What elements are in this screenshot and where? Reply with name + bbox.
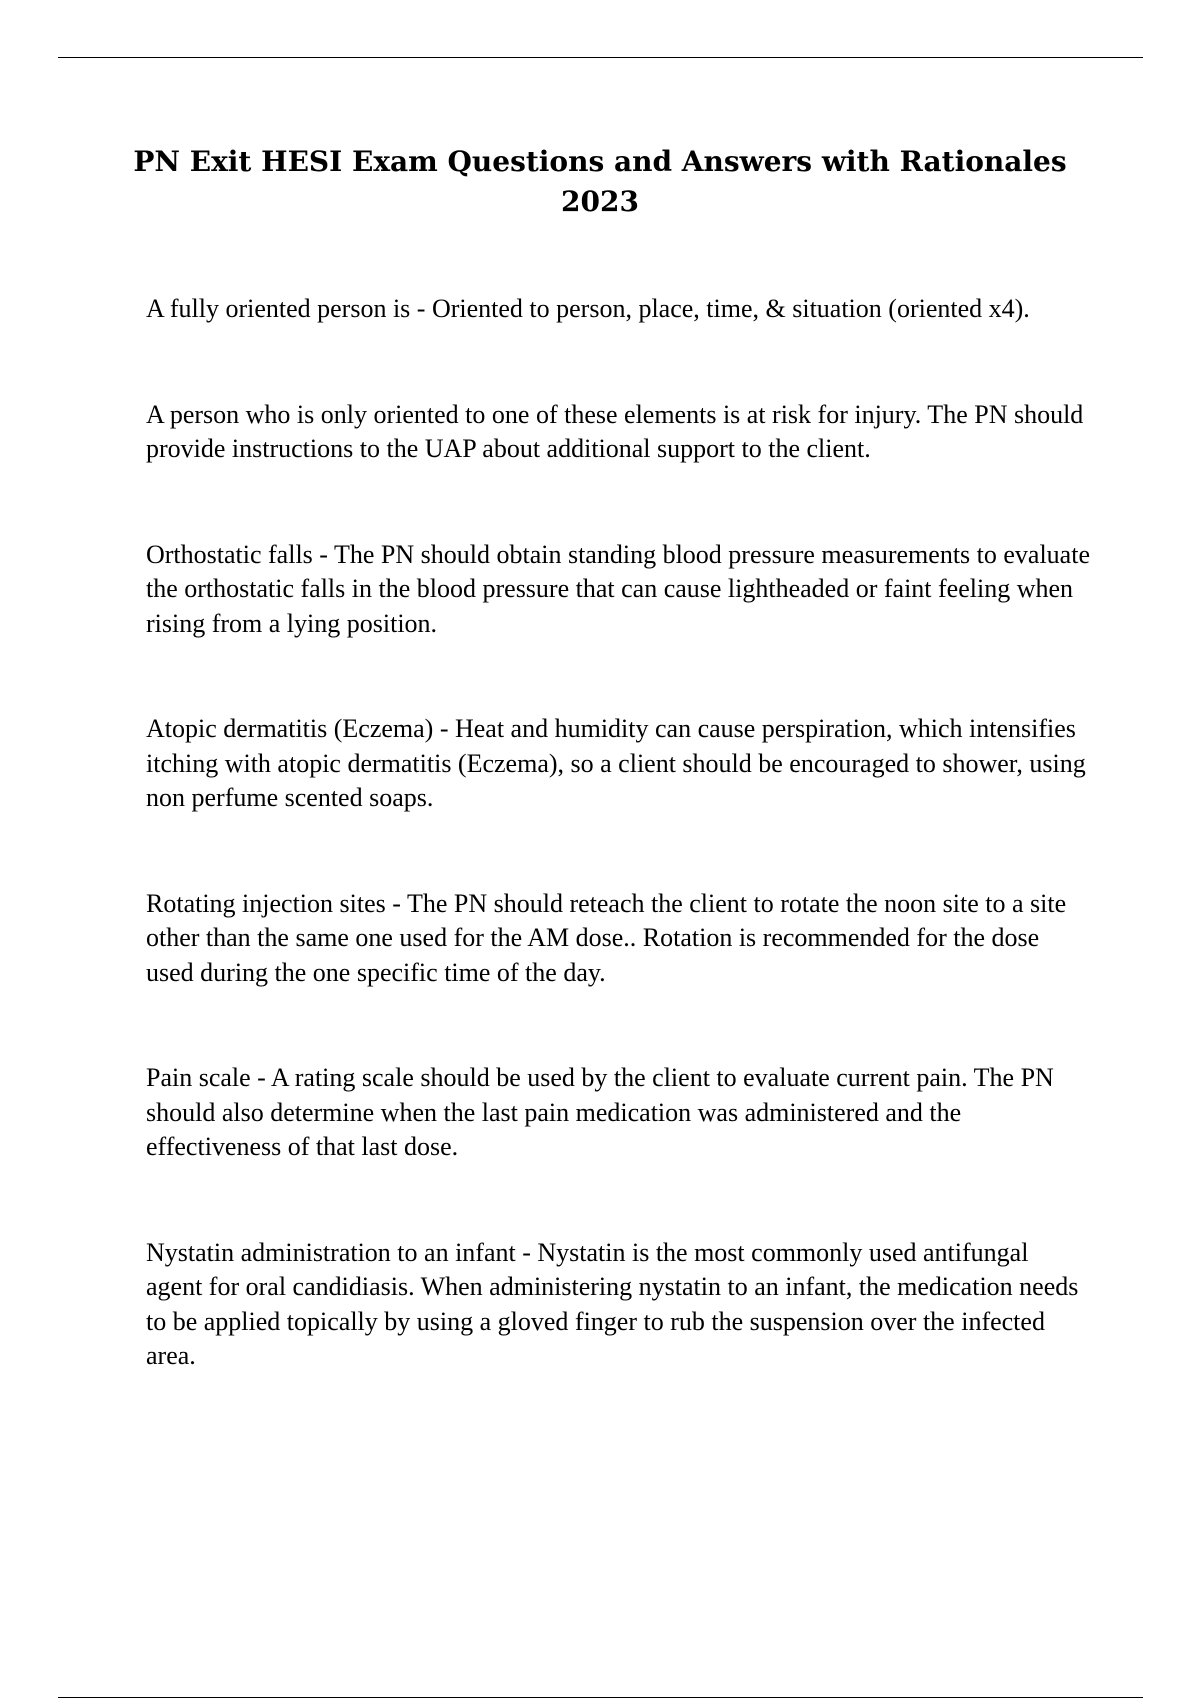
top-rule <box>58 57 1143 58</box>
entry-oriented-person: A fully oriented person is - Oriented to person, place, time, & situation (oriented x4). <box>146 294 1030 323</box>
entry-rotating-injection-sites: Rotating injection sites - The PN should reteach the client to rotate the noon site to a site other than the same one used for the AM dose.. Rotation is recommended for the dose used during the one specific time of the day. <box>146 888 1067 987</box>
entries-list <box>146 292 1091 1445</box>
entry-pain-scale: Pain scale - A rating scale should be used by the client to evaluate current pain. The PN should also determine when the last pain medication was administered and the effectiveness of that last dose. <box>146 1063 1054 1161</box>
page-title: PN Exit HESI Exam Questions and Answers with Rationales 2023 <box>133 145 1067 218</box>
entry-orthostatic-falls: Orthostatic falls - The PN should obtain standing blood pressure measurements to evaluate the orthostatic falls in the blood pressure that can cause lightheaded or faint feeling when rising from a lying position. <box>146 539 1090 638</box>
entry-atopic-dermatitis: Atopic dermatitis (Eczema) - Heat and humidity can cause perspiration, which intensifies itching with atopic dermatitis (Eczema), so a client should be encouraged to shower, using non perfume scented soaps. <box>146 714 1086 812</box>
bottom-rule <box>58 1697 1143 1698</box>
entry-oriented-one-element: A person who is only oriented to one of these elements is at risk for injury. The PN should provide instructions to the UAP about additional support to the client. <box>146 399 1084 463</box>
entry-nystatin-infant: Nystatin administration to an infant - Nystatin is the most commonly used antifungal agent for oral candidiasis. When administering nystatin to an infant, the medication needs to be applied topically by using a gloved finger to rub the suspension over the infected area. <box>146 1237 1079 1370</box>
